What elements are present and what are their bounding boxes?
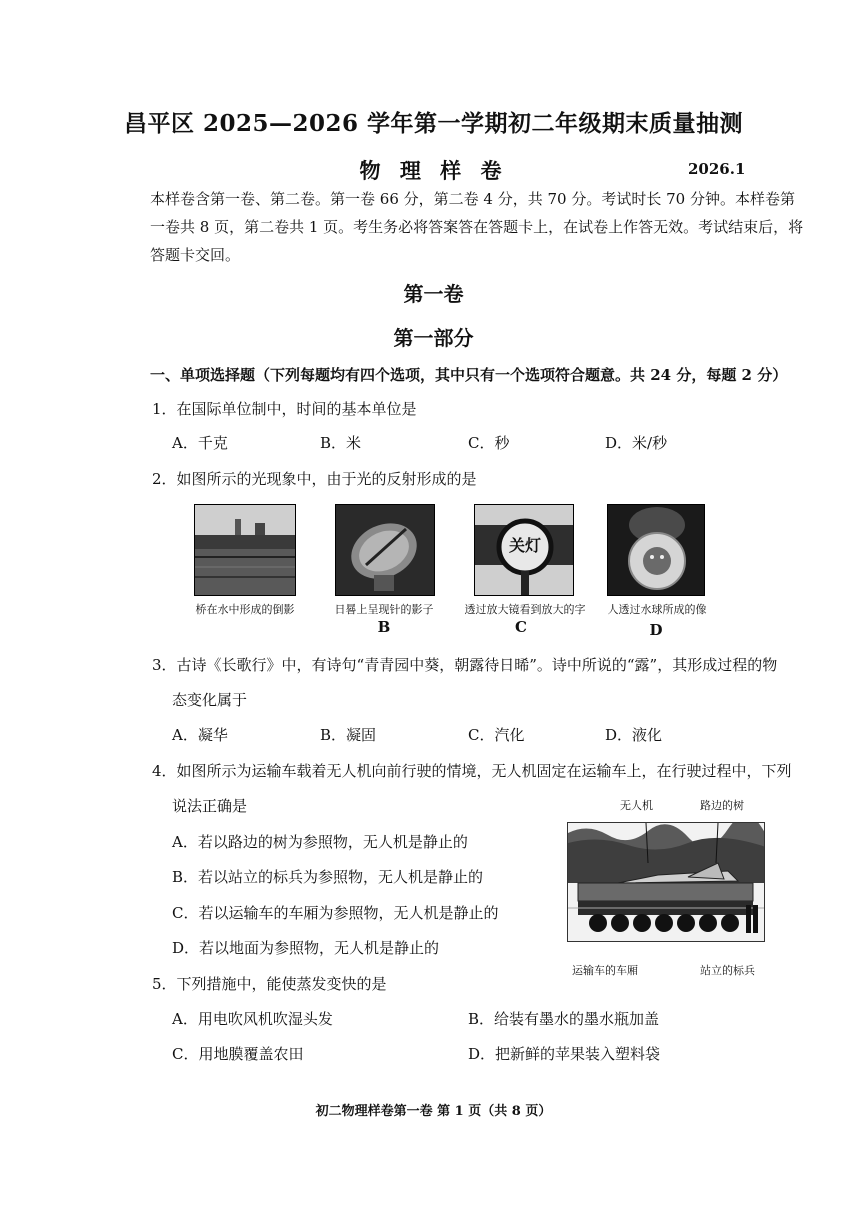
page-footer: 初二物理样卷第一卷 第 1 页（共 8 页）	[315, 1104, 552, 1119]
q4-option-d: D．若以地面为参照物，无人机是静止的	[172, 939, 440, 957]
q3-option-d: D．液化	[605, 726, 663, 744]
water-ball-photo	[607, 504, 705, 596]
q1-option-a: A．千克	[172, 434, 228, 452]
volume-heading: 第一卷	[403, 282, 464, 306]
caption-bridge: 桥在水中形成的倒影	[195, 603, 295, 616]
q4-option-c: C．若以运输车的车厢为参照物，无人机是静止的	[172, 904, 499, 922]
q3-option-b: B．凝固	[320, 726, 377, 744]
q1-option-c: C．秒	[468, 434, 510, 452]
q5-option-b: B．给装有墨水的墨水瓶加盖	[468, 1010, 660, 1028]
caption-magnifier: 透过放大镜看到放大的字	[464, 603, 586, 616]
bridge-reflection-photo	[194, 504, 296, 596]
intro-line-1: 本样卷含第一卷、第二卷。第一卷 66 分，第二卷 4 分，共 70 分。考试时长 70 分钟。本样卷第	[150, 190, 795, 208]
image-label-c: C	[515, 618, 527, 636]
q5-stem: 5．下列措施中，能使蒸发变快的是	[152, 975, 387, 993]
sundial-photo	[335, 504, 435, 596]
caption-sundial: 日晷上呈现针的影子	[334, 603, 434, 616]
intro-line-2: 一卷共 8 页，第二卷共 1 页。考生务必将答案答在答题卡上，在试卷上作答无效。考试结束后，将	[150, 218, 804, 236]
magnifier-text: 关灯	[509, 536, 542, 555]
q4-option-a: A．若以路边的树为参照物，无人机是静止的	[172, 833, 468, 851]
image-label-d: D	[649, 621, 663, 639]
q3-option-a: A．凝华	[172, 726, 228, 744]
q5-option-d: D．把新鲜的苹果装入塑料袋	[468, 1045, 661, 1063]
q3-option-c: C．汽化	[468, 726, 525, 744]
part-heading: 第一部分	[393, 326, 474, 350]
label-soldier: 站立的标兵	[700, 964, 755, 977]
q3-stem-line-2: 态变化属于	[172, 691, 248, 709]
magnifier-photo	[474, 504, 574, 596]
q4-option-b: B．若以站立的标兵为参照物，无人机是静止的	[172, 868, 484, 886]
q3-stem-line-1: 3．古诗《长歌行》中，有诗句“青青园中葵，朝露待日晞”。诗中所说的“露”，其形成过程的物	[152, 656, 778, 674]
label-drone: 无人机	[620, 799, 653, 812]
exam-title: 昌平区 2025—2026 学年第一学期初二年级期末质量抽测	[123, 110, 744, 137]
image-label-b: B	[377, 618, 391, 636]
q4-stem-line-2: 说法正确是	[172, 797, 248, 815]
drone-truck-photo	[567, 822, 765, 942]
exam-date: 2026.1	[688, 160, 746, 178]
exam-subtitle: 物 理 样 卷	[359, 158, 508, 183]
section-heading: 一、单项选择题（下列每题均有四个选项，其中只有一个选项符合题意。共 24 分，每题 2 分）	[150, 366, 788, 384]
label-carriage: 运输车的车厢	[572, 964, 638, 977]
intro-line-3: 答题卡交回。	[150, 246, 241, 264]
q1-option-b: B．米	[320, 434, 362, 452]
q1-option-d: D．米/秒	[605, 434, 668, 452]
label-tree: 路边的树	[700, 799, 744, 812]
caption-water-ball: 人透过水球所成的像	[607, 603, 707, 616]
q4-stem-line-1: 4．如图所示为运输车载着无人机向前行驶的情境，无人机固定在运输车上，在行驶过程中，下列	[152, 762, 792, 780]
q1-stem: 1．在国际单位制中，时间的基本单位是	[152, 400, 417, 418]
q5-option-c: C．用地膜覆盖农田	[172, 1045, 304, 1063]
q5-option-a: A．用电吹风机吹湿头发	[172, 1010, 333, 1028]
q2-stem: 2．如图所示的光现象中，由于光的反射形成的是	[152, 470, 477, 488]
